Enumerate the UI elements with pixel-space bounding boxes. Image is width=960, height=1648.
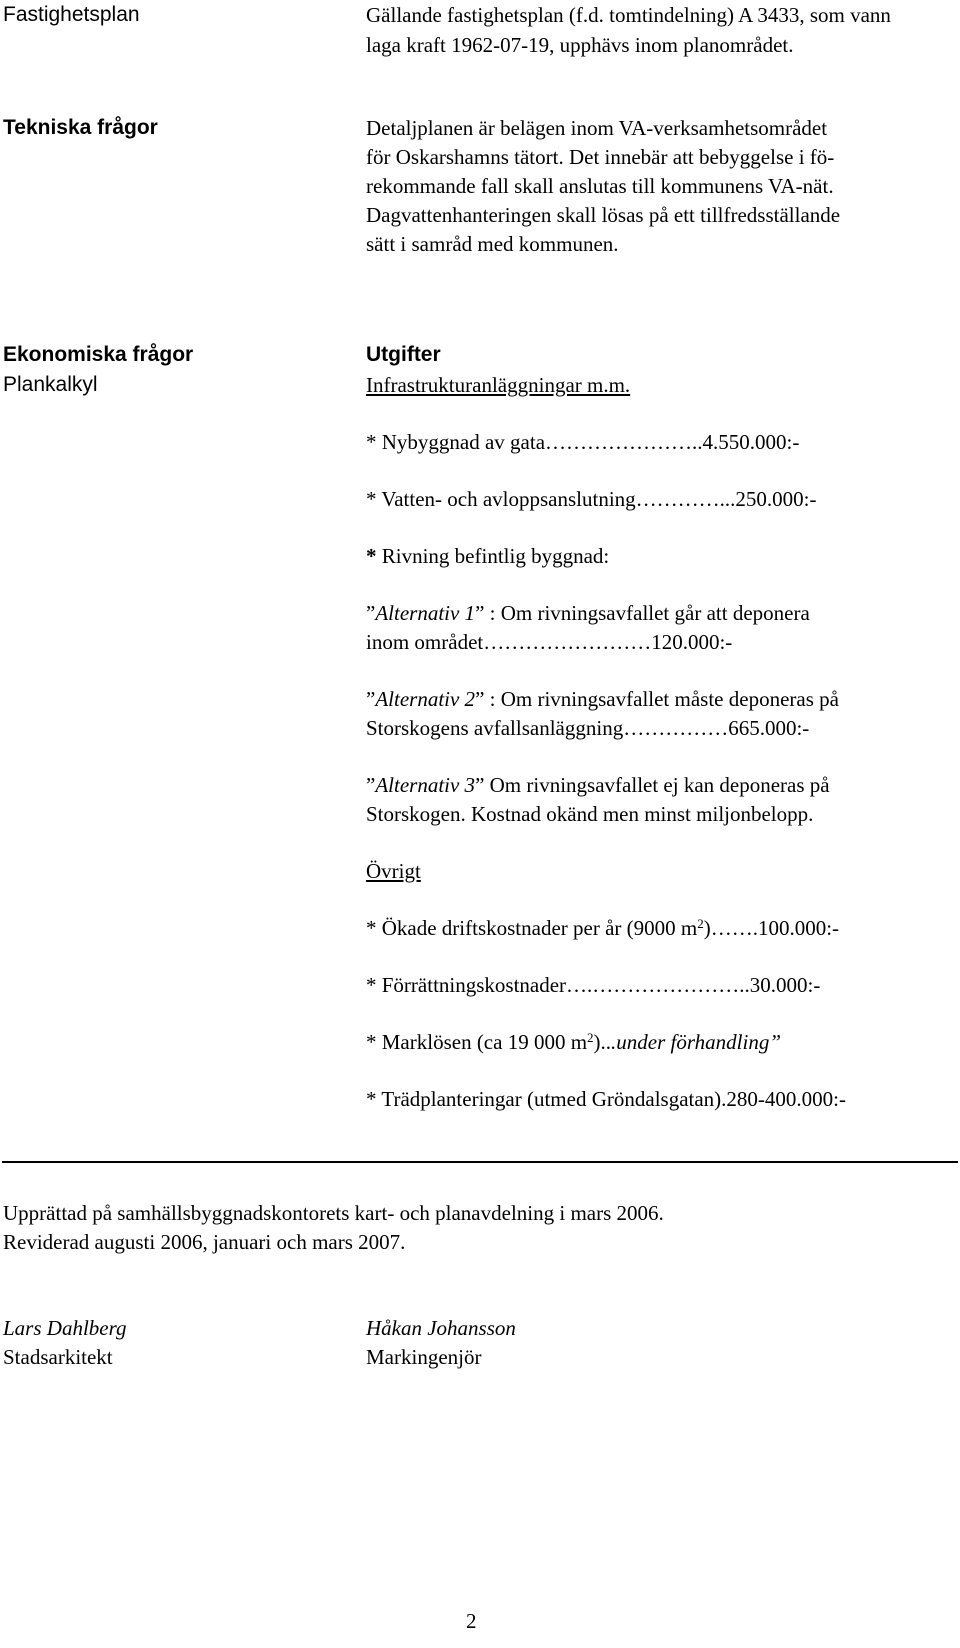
alt2-line-1: ”Alternativ 2” : Om rivningsavfallet måste deponeras på: [366, 687, 839, 711]
alt1-name: Alternativ 1: [375, 601, 476, 625]
alt1-line-1: ”Alternativ 1” : Om rivningsavfallet går att deponera: [366, 601, 810, 625]
alt1-line-2: inom området……………………120.000:-: [366, 630, 733, 654]
drift-text: * Ökade driftskostnader per år (9000 m: [366, 916, 698, 940]
alt2-desc: : Om rivningsavfallet måste deponeras på: [489, 687, 839, 711]
alt3-desc: Om rivningsavfallet ej kan deponeras på: [489, 773, 830, 797]
section-label-fastighetsplan: Fastighetsplan: [3, 3, 140, 26]
horizontal-rule: [2, 1161, 958, 1163]
alt3-line-1: ”Alternativ 3” Om rivningsavfallet ej kan deponeras på: [366, 773, 830, 797]
footer-line-2: Reviderad augusti 2006, januari och mars 2007.: [3, 1230, 406, 1254]
section-label-ekonomiska: Ekonomiska frågor: [3, 343, 194, 366]
signature-name-1: Lars Dahlberg: [3, 1316, 127, 1340]
heading-ovrigt: Övrigt: [366, 859, 421, 883]
alt3-line-2: Storskogen. Kostnad okänd men minst miljonbelopp.: [366, 802, 814, 826]
item-forrattning: * Förrättningskostnader….…………………..30.000:-: [366, 973, 821, 997]
tekniska-line-3: rekommande fall skall anslutas till kommunens VA-nät.: [366, 174, 834, 198]
mark-status: .under förhandling: [611, 1030, 770, 1054]
item-rivning: [366, 541, 609, 571]
signature-name-2: Håkan Johansson: [366, 1316, 516, 1340]
subheading-infrastruktur: Infrastrukturanläggningar m.m.: [366, 373, 631, 397]
rivning-label: Rivning befintlig byggnad:: [381, 544, 610, 568]
tekniska-line-4: Dagvattenhanteringen skall lösas på ett tillfredsställande: [366, 203, 841, 227]
alt3-name: Alternativ 3: [375, 773, 476, 797]
item-marklosen: * Marklösen (ca 19 000 $m^2)...under$ förhandling”: [366, 1030, 782, 1054]
item-driftskostnader: [366, 913, 839, 943]
mark-text: * Marklösen (ca 19 000 m: [366, 1030, 588, 1054]
signature-title-1: Stadsarkitekt: [3, 1345, 113, 1369]
drift-superscript: 2: [697, 916, 704, 931]
footer-line-1: Upprättad på samhällsbyggnadskontorets kart- och planavdelning i mars 2006.: [3, 1201, 664, 1225]
section-label-tekniska: Tekniska frågor: [3, 116, 158, 139]
rivning-bullet: *: [366, 544, 377, 568]
tekniska-line-1: Detaljplanen är belägen inom VA-verksamhetsområdet: [366, 116, 828, 140]
mark-superscript: 2: [587, 1030, 594, 1045]
section-sublabel-plankalkyl: Plankalkyl: [3, 373, 98, 396]
drift-amount: )…….100.000:-: [703, 916, 840, 940]
alt1-desc: : Om rivningsavfallet går att deponera: [489, 601, 810, 625]
alt2-name: Alternativ 2: [375, 687, 476, 711]
mark-dots: )..: [593, 1030, 612, 1054]
alt2-line-2: Storskogens avfallsanläggning……………665.000:-: [366, 716, 810, 740]
heading-utgifter: Utgifter: [366, 343, 441, 366]
signature-title-2: Markingenjör: [366, 1345, 482, 1369]
item-tradplanteringar: * Trädplanteringar (utmed Gröndalsgatan).280-400.000:-: [366, 1087, 846, 1111]
page-number: 2: [466, 1609, 477, 1633]
tekniska-line-5: sätt i samråd med kommunen.: [366, 232, 619, 256]
fastighetsplan-text: Gällande fastighetsplan (f.d. tomtindelning) A 3433, som vann laga kraft 1962-07-19, upphävs inom planområdet.: [366, 3, 891, 57]
tekniska-line-2: för Oskarshamns tätort. Det innebär att bebyggelse i fö-: [366, 145, 835, 169]
item-vatten-avlopp: * Vatten- och avloppsanslutning…………...250.000:-: [366, 487, 817, 511]
item-nybyggnad-gata: * Nybyggnad av gata…………………..4.550.000:-: [366, 430, 800, 454]
